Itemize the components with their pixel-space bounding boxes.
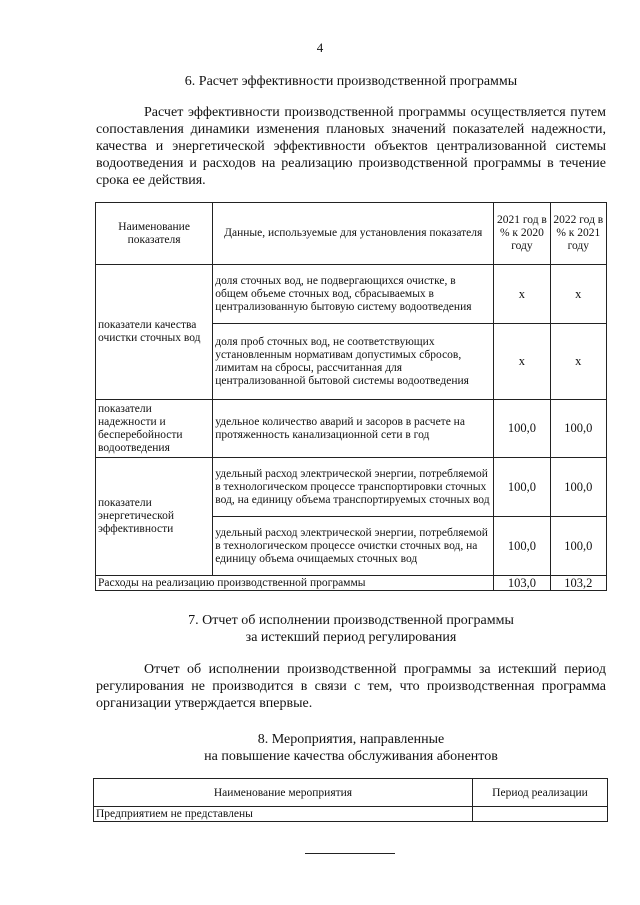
table-total-row xyxy=(96,576,607,591)
row-value-2021: 100,0 xyxy=(494,400,550,458)
total-label: Расходы на реализацию производственной программы xyxy=(96,576,494,591)
measures-table xyxy=(93,778,608,822)
section7-paragraph: Отчет об исполнении производственной программы за истекший период регулирования не производится в связи с тем, что производственная программа организации утверждается впервые. xyxy=(96,662,606,711)
row-value-2022: 100,0 xyxy=(550,400,606,458)
header-data-used: Данные, используемые для установления показателя xyxy=(213,203,494,265)
row-value-2022: х xyxy=(550,265,606,324)
row-value-2021: х xyxy=(494,324,550,400)
table-row xyxy=(96,458,607,517)
row-value-2021: 100,0 xyxy=(494,517,550,576)
page-number: 4 xyxy=(316,40,324,55)
header-period: Период реализации xyxy=(473,779,608,807)
total-value-2022: 103,2 xyxy=(550,576,606,591)
row-data: удельный расход электрической энергии, потребляемой в технологическом процессе транспортировки сточных вод, на единицу объема транспортируемых сточных вод xyxy=(213,458,494,517)
total-value-2021: 103,0 xyxy=(494,576,550,591)
section6-title: 6. Расчет эффективности производственной программы xyxy=(184,74,518,89)
section8-title-line2: на повышение качества обслуживания абонентов xyxy=(204,749,498,764)
section7-title-line1: 7. Отчет об исполнении производственной программы xyxy=(188,613,514,628)
section6-paragraph: Расчет эффективности производственной программы осуществляется путем сопоставления динамики изменения плановых значений показателей надежности, качества и энергетической эффективности объектов централизованной системы водоотведения и расходов на реализацию производственной программы в течение срока ее действия. xyxy=(96,105,606,188)
row-value-2022: 100,0 xyxy=(550,458,606,517)
row-value-2022: х xyxy=(550,324,606,400)
header-year-2022: 2022 год в % к 2021 году xyxy=(550,203,606,265)
table-header-row xyxy=(94,779,608,807)
row-data: удельный расход электрической энергии, потребляемой в технологическом процессе очистки сточных вод, на единицу объема очищаемых сточных вод xyxy=(213,517,494,576)
event-period xyxy=(473,807,608,822)
section7-title-line2: за истекший период регулирования xyxy=(245,630,457,645)
group-quality: показатели качества очистки сточных вод xyxy=(96,265,213,400)
footer-divider xyxy=(305,853,395,854)
group-energy: показатели энергетической эффективности xyxy=(96,458,213,576)
row-value-2022: 100,0 xyxy=(550,517,606,576)
row-value-2021: х xyxy=(494,265,550,324)
header-event-name: Наименование мероприятия xyxy=(94,779,473,807)
row-data: доля сточных вод, не подвергающихся очистке, в общем объеме сточных вод, сбрасываемых в централизованную бытовую систему водоотведения xyxy=(213,265,494,324)
section8-title-line1: 8. Мероприятия, направленные xyxy=(257,732,445,747)
row-data: удельное количество аварий и засоров в расчете на протяженность канализационной сети в год xyxy=(213,400,494,458)
header-indicator-name: Наименование показателя xyxy=(96,203,213,265)
group-reliability: показатели надежности и бесперебойности водоотведения xyxy=(96,400,213,458)
event-name: Предприятием не представлены xyxy=(94,807,473,822)
table-header-row xyxy=(96,203,607,265)
row-value-2021: 100,0 xyxy=(494,458,550,517)
table-row xyxy=(94,807,608,822)
header-year-2021: 2021 год в % к 2020 году xyxy=(494,203,550,265)
table-row xyxy=(96,265,607,324)
table-row xyxy=(96,400,607,458)
row-data: доля проб сточных вод, не соответствующих установленным нормативам допустимых сбросов, лимитам на сбросы, рассчитанная для централизованной бытовой системы водоотведения xyxy=(213,324,494,400)
efficiency-table xyxy=(95,202,607,591)
